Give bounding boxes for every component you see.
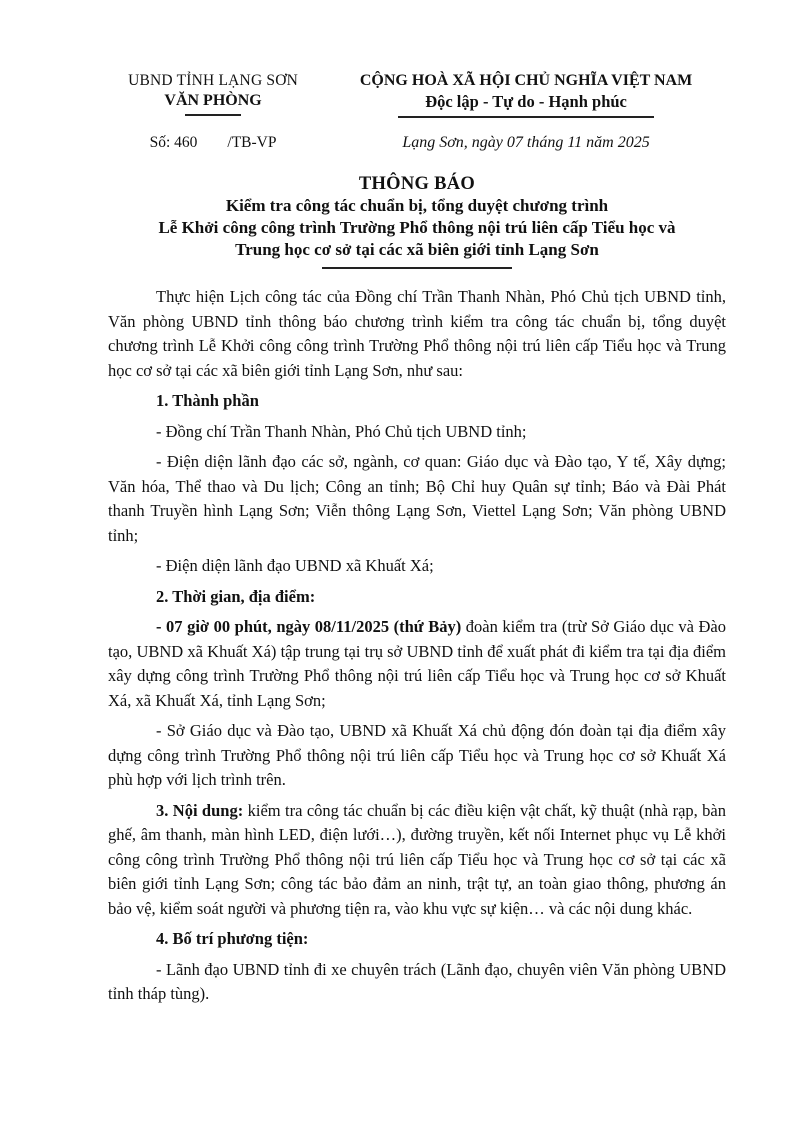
motto-underline — [398, 116, 654, 118]
section3-text: kiểm tra công tác chuẩn bị các điều kiện vật chất, kỹ thuật (nhà rạp, bàn ghế, âm thanh, màn hình LED, điện lưới…), đường truyền, kết nối Internet phục vụ Lễ khởi công công trình Trường Phổ thông nội trú liên cấp Tiểu học và Trung học cơ sở tại các xã biên giới tỉnh Lạng Sơn; công tác bảo đảm an ninh, trật tự, an toàn giao thông, phương án bảo vệ, kiểm soát người và phương tiện ra, vào khu vực sự kiện… và các nội dung khác. — [108, 800, 726, 918]
national-title: CỘNG HOÀ XÃ HỘI CHỦ NGHĨA VIỆT NAM — [359, 72, 693, 89]
document-body — [108, 285, 726, 1007]
section4-heading: 4. Bố trí phương tiện: — [156, 929, 309, 948]
section2-heading: 2. Thời gian, địa điểm: — [156, 586, 316, 606]
title-underline — [322, 267, 512, 269]
place-and-date: Lạng Sơn, ngày 07 tháng 11 năm 2025 — [402, 134, 650, 151]
agency-parent-name: UBND TỈNH LẠNG SƠN — [128, 72, 299, 89]
document-header — [108, 72, 726, 152]
title-line-3: Trung học cơ sở tại các xã biên giới tỉnh Lạng Sơn — [235, 240, 599, 259]
section2-item1-text: đoàn kiểm tra (trừ Sở Giáo dục và Đào tạo, UBND xã Khuất Xá) tập trung tại trụ sở UBND tỉnh để xuất phát đi kiểm tra tại địa điểm xây dựng công trình Trường Phổ thông nội trú liên cấp Tiểu học và Trung học cơ sở Khuất Xá, xã Khuất Xá, tỉnh Lạng Sơn; — [108, 617, 726, 710]
section2-item1 — [108, 615, 726, 713]
document-number-value: Số: 460 — [149, 134, 198, 151]
agency-underline — [185, 114, 241, 116]
section3-paragraph — [108, 799, 726, 922]
section3-heading: 3. Nội dung: — [156, 800, 244, 820]
intro-paragraph: Thực hiện Lịch công tác của Đồng chí Trần Thanh Nhàn, Phó Chủ tịch UBND tỉnh, Văn phòng UBND tỉnh thông báo chương trình kiểm tra công tác chuẩn bị, tổng duyệt chương trình Lễ Khởi công công trình Trường Phổ thông nội trú liên cấp Tiểu học và Trung học cơ sở tại các xã biên giới tỉnh Lạng Sơn, như sau: — [108, 287, 726, 380]
document-number — [108, 134, 318, 152]
section2-item1-time: - 07 giờ 00 phút, ngày 08/11/2025 (thứ Bảy) — [156, 617, 462, 636]
agency-name: VĂN PHÒNG — [164, 92, 262, 109]
title-line-1: Kiểm tra công tác chuẩn bị, tổng duyệt chương trình — [225, 196, 609, 215]
section1-heading: 1. Thành phần — [156, 391, 259, 410]
document-type: THÔNG BÁO — [358, 174, 476, 194]
section1-item1: - Đồng chí Trần Thanh Nhàn, Phó Chủ tịch UBND tỉnh; — [156, 421, 527, 441]
section1-item3: - Điện diện lãnh đạo UBND xã Khuất Xá; — [156, 556, 434, 575]
section1-item2: - Điện diện lãnh đạo các sở, ngành, cơ quan: Giáo dục và Đào tạo, Y tế, Xây dựng; Văn hóa, Thể thao và Du lịch; Công an tỉnh; Bộ Chỉ huy Quân sự tỉnh; Báo và Đài Phát thanh Truyền hình Lạng Sơn; Viễn thông Lạng Sơn, Viettel Lạng Sơn; Văn phòng UBND tỉnh; — [108, 452, 726, 545]
section2-item2: - Sở Giáo dục và Đào tạo, UBND xã Khuất Xá chủ động đón đoàn tại địa điểm xây dựng công trình Trường Phổ thông nội trú liên cấp Tiểu học và Trung học cơ sở Khuất Xá phù hợp với lịch trình trên. — [108, 721, 726, 789]
document-number-suffix: /TB-VP — [227, 134, 277, 151]
issuing-agency-block — [108, 72, 318, 152]
section4-item1: - Lãnh đạo UBND tỉnh đi xe chuyên trách (Lãnh đạo, chuyên viên Văn phòng UBND tỉnh tháp tùng). — [108, 959, 726, 1003]
document-title-block — [108, 174, 726, 269]
title-line-2: Lễ Khởi công công trình Trường Phổ thông nội trú liên cấp Tiểu học và — [158, 218, 676, 237]
national-motto: Độc lập - Tự do - Hạnh phúc — [425, 92, 627, 111]
national-motto-block — [318, 72, 726, 152]
